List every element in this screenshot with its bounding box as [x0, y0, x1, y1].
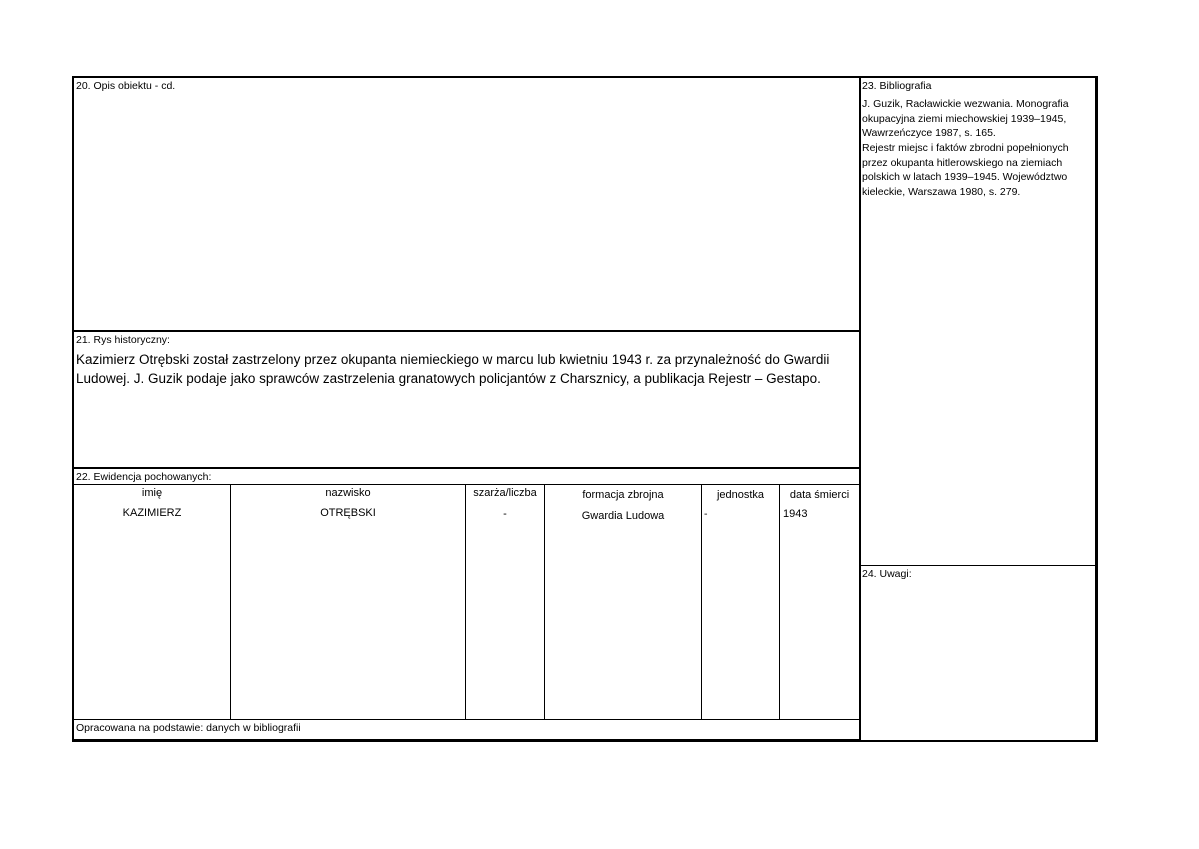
column-divider: [859, 76, 861, 742]
divider-footer: [72, 719, 861, 720]
bibliography-entry: J. Guzik, Racławickie wezwania. Monografia okupacyjna ziemi miechowskiej 1939–1945, Wawrzeńczyce 1987, s. 165.: [862, 98, 1069, 139]
bottom-border-left: [72, 739, 861, 742]
section-21-label: 21. Rys historyczny:: [76, 334, 170, 346]
column-header-formacja: formacja zbrojna: [582, 489, 664, 501]
divider-20-21: [72, 330, 861, 332]
divider-23-24: [859, 565, 1098, 566]
table-cell-formacja: Gwardia Ludowa: [581, 510, 665, 522]
divider-22-header: [72, 484, 861, 485]
section-24-label: 24. Uwagi:: [862, 568, 912, 580]
table-col-divider-1: [230, 485, 231, 719]
section-22-label: 22. Ewidencja pochowanych:: [76, 471, 212, 483]
table-col-divider-5: [779, 485, 780, 719]
bibliography-entry: Rejestr miejsc i faktów zbrodni popełnionych przez okupanta hitlerowskiego na ziemiach polskich w latach 1939–1945. Województwo kieleckie, Warszawa 1980, s. 279.: [862, 142, 1069, 198]
table-cell-szarza: -: [503, 508, 507, 520]
section-20-label: 20. Opis obiektu - cd.: [76, 80, 176, 92]
historical-outline-text: Kazimierz Otrębski został zastrzelony przez okupanta niemieckiego w marcu lub kwietniu 1943 r. za przynależność do Gwardii Ludowej. J. Guzik podaje jako sprawców zastrzelenia granatowych policjantów z Charsznicy, a publikacja Rejestr – Gestapo.: [76, 352, 830, 386]
column-header-nazwisko: nazwisko: [325, 487, 371, 499]
column-header-data-smierci: data śmierci: [789, 489, 850, 501]
table-cell-data-smierci: 1943: [783, 508, 808, 520]
table-col-divider-4: [701, 485, 702, 719]
section-23-label: 23. Bibliografia: [862, 80, 932, 92]
source-footer: Opracowana na podstawie: danych w bibliografii: [76, 722, 301, 734]
column-header-szarza: szarża/liczba: [473, 487, 537, 499]
table-col-divider-2: [465, 485, 466, 719]
divider-21-22: [72, 467, 861, 469]
table-cell-imie: KAZIMIERZ: [122, 507, 182, 519]
table-cell-nazwisko: OTRĘBSKI: [320, 507, 376, 519]
column-header-jednostka: jednostka: [716, 489, 765, 501]
column-header-imie: imię: [141, 487, 163, 499]
bottom-border-right: [859, 740, 1098, 742]
table-cell-jednostka: -: [704, 508, 708, 520]
